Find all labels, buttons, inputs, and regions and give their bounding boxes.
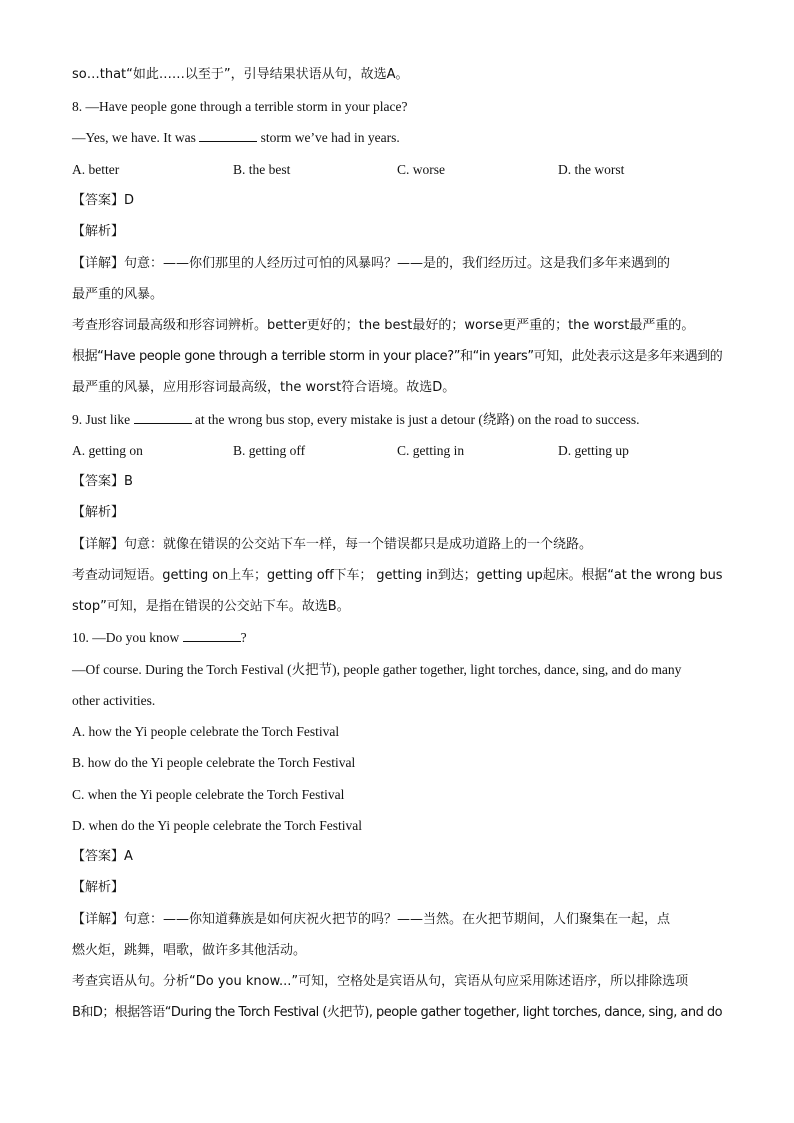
q8-options	[72, 161, 722, 179]
q8-reply-pre: —Yes, we have. It was	[72, 130, 200, 145]
q10-option-d: D. when do the Yi people celebrate the Torch Festival	[72, 818, 362, 833]
q9-detail-line-2: 考查动词短语。getting on上车；getting off下车； getting in到达；getting up起床。根据“at the wrong bus	[72, 568, 723, 583]
q8-detail-line-4: 根据“Have people gone through a terrible storm in your place?”和“in years”可知，此处表示这是多年来遇到的	[72, 349, 723, 364]
q8-option-d: D. the worst	[558, 162, 625, 177]
q10-stem	[72, 629, 722, 647]
q8-option-a: A. better	[72, 162, 120, 177]
q9-options	[72, 442, 722, 460]
q9-stem-post: at the wrong bus stop, every mistake is just a detour (绕路) on the road to success.	[191, 412, 640, 427]
q10-stem-post: ?	[240, 630, 247, 645]
q8-detail-line-3: 考查形容词最高级和形容词辨析。better更好的；the best最好的；worse更严重的；the worst最严重的。	[72, 318, 695, 333]
q8-detail-line-1: 【详解】句意：——你们那里的人经历过可怕的风暴吗？——是的，我们经历过。这是我们多年来遇到的	[72, 256, 671, 271]
q9-blank	[134, 411, 192, 424]
q9-option-c: C. getting in	[397, 443, 465, 458]
q10-detail-line-4: B和D；根据答语“During the Torch Festival (火把节), people gather together, light torches, dance, sing, and do	[72, 1005, 723, 1020]
q8-stem: 8. —Have people gone through a terrible storm in your place?	[72, 99, 408, 114]
q9-stem-pre: 9. Just like	[72, 412, 134, 427]
q8-reply	[72, 129, 722, 147]
q9-detail-line-3: stop”可知，是指在错误的公交站下车。故选B。	[72, 599, 350, 614]
q8-detail-line-5: 最严重的风暴，应用形容词最高级，the worst符合语境。故选D。	[72, 380, 456, 395]
q10-reply-line-1: —Of course. During the Torch Festival (火把节), people gather together, light torches, dance, sing, and do many	[72, 662, 682, 677]
q10-detail-line-1: 【详解】句意：——你知道彝族是如何庆祝火把节的吗？——当然。在火把节期间，人们聚集在一起，点	[72, 912, 671, 927]
prev-explanation-end: so…that“如此……以至于”，引导结果状语从句，故选A。	[72, 67, 409, 82]
q10-answer: 【答案】A	[72, 849, 133, 864]
q9-analysis-heading: 【解析】	[72, 505, 125, 520]
q8-option-b: B. the best	[233, 162, 291, 177]
q9-detail-line-1: 【详解】句意：就像在错误的公交站下车一样，每一个错误都只是成功道路上的一个绕路。	[72, 537, 593, 552]
q10-reply-line-2: other activities.	[72, 693, 156, 708]
q8-analysis-heading: 【解析】	[72, 224, 125, 239]
q8-answer: 【答案】D	[72, 193, 135, 208]
q9-answer: 【答案】B	[72, 474, 133, 489]
q10-detail-line-3: 考查宾语从句。分析“Do you know...”可知，空格处是宾语从句，宾语从句应采用陈述语序，所以排除选项	[72, 974, 689, 989]
q10-stem-pre: 10. —Do you know	[72, 630, 183, 645]
q10-analysis-heading: 【解析】	[72, 880, 125, 895]
q9-option-b: B. getting off	[233, 443, 306, 458]
q9-stem	[72, 411, 722, 429]
q8-blank	[199, 129, 257, 142]
q10-option-c: C. when the Yi people celebrate the Torch Festival	[72, 787, 345, 802]
q9-option-d: D. getting up	[558, 443, 629, 458]
q8-option-c: C. worse	[397, 162, 445, 177]
q10-blank	[183, 629, 241, 642]
q10-detail-line-2: 燃火炬，跳舞，唱歌，做许多其他活动。	[72, 943, 307, 958]
q8-reply-post: storm we’ve had in years.	[257, 130, 400, 145]
q10-option-b: B. how do the Yi people celebrate the Torch Festival	[72, 755, 356, 770]
q9-option-a: A. getting on	[72, 443, 143, 458]
q10-option-a: A. how the Yi people celebrate the Torch Festival	[72, 724, 340, 739]
q8-detail-line-2: 最严重的风暴。	[72, 287, 164, 302]
